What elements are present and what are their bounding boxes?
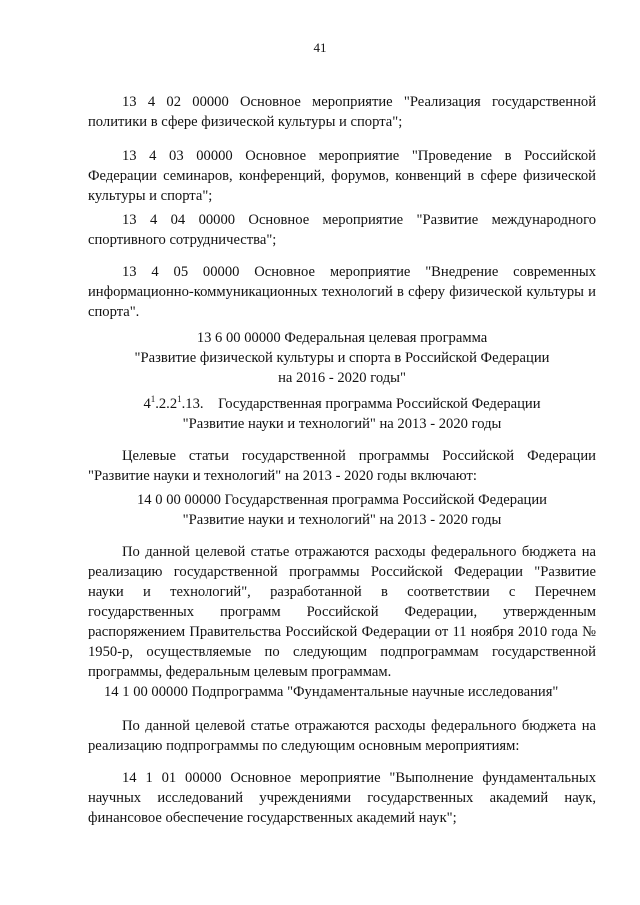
heading-14-line1: 14 0 00 00000 Государственная программа Российской Федерации — [137, 492, 547, 508]
heading-13-6-line1: 13 6 00 00000 Федеральная целевая программа — [196, 330, 488, 346]
section-title-line1: Государственная программа Российской Федерации — [218, 396, 541, 412]
intro-paragraph: Целевые статьи государственной программы Российской Федерации "Развитие науки и технологий" на 2013 - 2020 годы включают: — [88, 448, 596, 484]
section-heading-line1 — [88, 394, 596, 414]
heading-14-1: 14 1 00 00000 Подпрограмма "Фундаментальные научные исследования" — [104, 684, 559, 700]
paragraph-13-4-04: 13 4 04 00000 Основное мероприятие "Развитие международного спортивного сотрудничества"; — [88, 212, 596, 248]
paragraph-13-4-05: 13 4 05 00000 Основное мероприятие "Внедрение современных информационно-коммуникационных технологий в сферу физической культуры и спорта". — [88, 264, 596, 320]
description-14-1: По данной целевой статье отражаются расходы федерального бюджета на реализацию подпрограммы по следующим основным мероприятиям: — [88, 718, 596, 754]
heading-13-6 — [88, 328, 596, 388]
section-number: $4^1.2.2^1.13$. — [143, 394, 204, 412]
heading-13-6-line3: на 2016 - 2020 годы" — [278, 370, 406, 386]
item-14-1-01: 14 1 01 00000 Основное мероприятие "Выполнение фундаментальных научных исследований учреждениями государственных академий наук, финансовое обеспечение государственных академий наук"; — [88, 770, 596, 826]
paragraph-13-4-02: 13 4 02 00000 Основное мероприятие "Реализация государственной политики в сфере физической культуры и спорта"; — [88, 94, 596, 130]
heading-13-6-line2: "Развитие физической культуры и спорта в Российской Федерации — [134, 350, 550, 366]
page-number: 41 — [313, 40, 327, 55]
section-title-line2: "Развитие науки и технологий" на 2013 - 2020 годы — [182, 416, 502, 432]
section-heading — [88, 394, 596, 434]
paragraph-13-4-03: 13 4 03 00000 Основное мероприятие "Проведение в Российской Федерации семинаров, конференций, форумов, конвенций в сфере физической культуры и спорта"; — [88, 148, 596, 204]
description-14: По данной целевой статье отражаются расходы федерального бюджета на реализацию государственной программы Российской Федерации "Развитие науки и технологий", разработанной в соответствии с Перечнем государственных программ Российской Федерации, утвержденным распоряжением Правительства Российской Федерации от 11 ноября 2010 года № 1950-р, осуществляемые по следующим подпрограммам государственной программы, федеральным целевым программам. — [88, 544, 596, 680]
heading-14-line2: "Развитие науки и технологий" на 2013 - 2020 годы — [182, 512, 502, 528]
heading-14 — [88, 490, 596, 530]
